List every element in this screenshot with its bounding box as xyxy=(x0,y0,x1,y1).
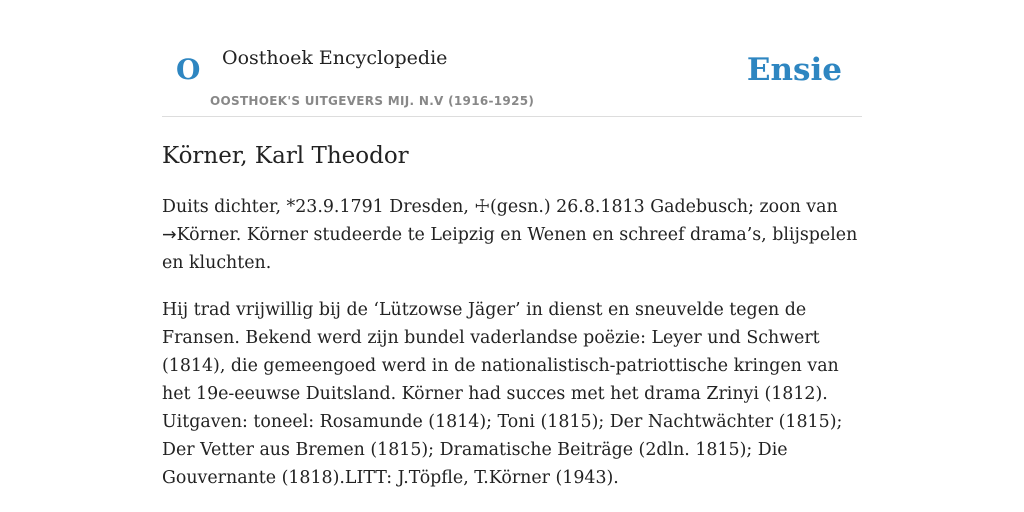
entry-title: Körner, Karl Theodor xyxy=(162,143,409,169)
site-title[interactable]: Oosthoek Encyclopedie xyxy=(222,47,448,69)
paragraph-1-text-start: Duits dichter, *23.9.1791 Dresden, ☩(gesn.) 26.8.1813 Gadebusch; zoon van xyxy=(162,197,838,217)
cross-reference-link[interactable]: Körner xyxy=(176,225,236,245)
publisher-subtitle: OOSTHOEK'S UITGEVERS MIJ. N.V (1916-1925) xyxy=(210,94,535,108)
entry-paragraph-1 xyxy=(162,193,862,277)
arrow-icon: → xyxy=(162,225,177,245)
entry-paragraph-2: Hij trad vrijwillig bij de ‘Lützowse Jäger’ in dienst en sneuvelde tegen de Fransen. Bekend werd zijn bundel vaderlandse poëzie: Leyer und Schwert (1814), die gemeengoed werd in de nationalistisch-patriottische kringen van het 19e-eeuwse Duitsland. Körner had succes met het drama Zrinyi (1812). Uitgaven: toneel: Rosamunde (1814); Toni (1815); Der Nachtwächter (1815); Der Vetter aus Bremen (1815); Dramatische Beiträge (2dln. 1815); Die Gouvernante (1818).LITT: J.Töpfle, T.Körner (1943). xyxy=(162,300,843,488)
paragraph-1-text-end: . Körner studeerde te Leipzig en Wenen en schreef drama’s, blijspelen en kluchten. xyxy=(162,225,858,273)
site-header xyxy=(162,0,862,117)
ensie-brand-link[interactable]: Ensie xyxy=(746,52,842,88)
site-logo[interactable]: O xyxy=(176,53,201,86)
page xyxy=(162,0,862,492)
